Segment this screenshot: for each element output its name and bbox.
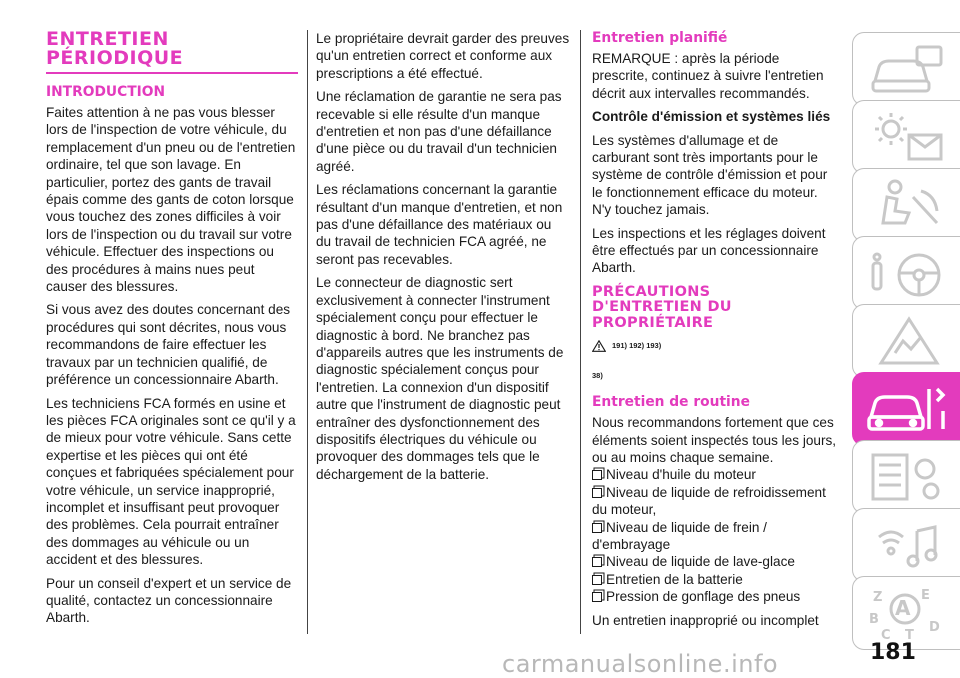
- paragraph: Un entretien inapproprié ou incomplet: [592, 612, 819, 628]
- index-letter: Z: [873, 590, 883, 605]
- index-letter: T: [905, 628, 914, 643]
- checklist-item-label: Niveau d'huile du moteur: [606, 467, 756, 483]
- paragraph: Le propriétaire devrait garder des preuves qu'un entretien correct et conforme aux prescriptions a été effectué.: [316, 31, 570, 81]
- inspection-checklist: [592, 466, 838, 605]
- section-title-line-1: ENTRETIEN: [46, 28, 169, 50]
- routine-maintenance-heading: Entretien de routine: [592, 394, 750, 411]
- checklist-item-label: Niveau de liquide de refroidissement du moteur,: [592, 484, 826, 518]
- column-divider: [580, 30, 581, 634]
- paragraph: Les techniciens FCA formés en usine et les pièces FCA originales sont ce qu'il y a de mieux pour votre véhicule. Sans cette expertise et les pièces qui ont été conçues et fabriquées spécialement pour votre véhicule, un service inapproprié, incomplet et insuffisant peut provoquer des problèmes. Cela pourrait entraîner des dommages au véhicule ou un accident et des blessures.: [46, 395, 296, 568]
- precautions-heading-line: D'ENTRETIEN DU: [592, 299, 732, 316]
- alphabetical-index-icon: [865, 585, 949, 643]
- checklist-item: [592, 519, 838, 554]
- page-number: 181: [870, 640, 916, 665]
- index-letter: B: [869, 612, 879, 627]
- tab-car-dashboard[interactable]: [852, 32, 960, 106]
- checklist-item-label: Niveau de liquide de frein / d'embrayage: [592, 519, 767, 553]
- warning-triangle-icon: [592, 340, 606, 352]
- checkbox-bullet-icon: [592, 592, 602, 602]
- planned-maintenance-heading: Entretien planifié: [592, 30, 728, 46]
- checklist-item-label: Pression de gonflage des pneus: [606, 589, 801, 605]
- checkbox-bullet-icon: [592, 557, 602, 567]
- precautions-heading-line: PRÉCAUTIONS: [592, 283, 711, 300]
- precautions-heading: [592, 285, 838, 332]
- paragraph: Si vous avez des doutes concernant des procédures qui sont décrites, nous vous recommandons de faire effectuer les travaux par un technicien qualifié, de préférence un concessionnaire Abarth.: [46, 302, 291, 388]
- warning-lights-icon: [865, 109, 949, 167]
- warning-reference-numbers: 191) 192) 193): [612, 341, 662, 351]
- checkbox-bullet-icon: [592, 575, 602, 585]
- checklist-item-label: Entretien de la batterie: [606, 571, 743, 587]
- checklist-item: [592, 484, 838, 519]
- chapter-tabs: [852, 32, 960, 643]
- warning-references: [592, 337, 838, 354]
- checkbox-bullet-icon: [592, 470, 602, 480]
- watermark: carmanualsonline.info: [502, 650, 779, 678]
- tab-maintenance[interactable]: [852, 372, 960, 446]
- checkbox-bullet-icon: [592, 523, 602, 533]
- multimedia-icon: [865, 517, 949, 575]
- note-reference: 38): [592, 370, 603, 380]
- paragraph: Une réclamation de garantie ne sera pas recevable si elle résulte d'un manque d'entretien et non pas d'une défaillance d'une pièce ou du travail d'un technicien agréé.: [316, 89, 562, 174]
- paragraph: Les systèmes d'allumage et de carburant sont très importants pour le système de contrôle d'émission et pour le fonctionnement efficace du moteur. N'y touchez jamais.: [592, 132, 828, 218]
- index-letter: C: [881, 628, 891, 643]
- column-3: [592, 30, 838, 635]
- specs-gears-icon: [865, 449, 949, 507]
- paragraph: REMARQUE : après la période prescrite, continuez à suivre l'entretien décrit aux intervalles recommandés.: [592, 51, 824, 101]
- checklist-item-label: Niveau de liquide de lave-glace: [606, 554, 795, 570]
- column-1: [46, 30, 298, 633]
- column-2: [316, 30, 570, 489]
- tab-technical-specs[interactable]: [852, 440, 960, 514]
- tab-emergency[interactable]: [852, 304, 960, 378]
- car-wrench-icon: [865, 381, 949, 439]
- column-divider: [307, 30, 308, 634]
- warning-triangle-icon: [865, 313, 949, 371]
- index-letter: D: [929, 620, 940, 635]
- paragraph: Faites attention à ne pas vous blesser lors de l'inspection de votre véhicule, du remplacement d'un pneu ou de l'entretien ordinaire, tel que son lavage. En particulier, portez des gants de travail épais comme des gants de coton lorsque vous touchez des zones difficiles à voir lors de l'inspection ou du travail sur votre véhicule. Effectuer des inspections ou des procédures à mains nues peut causer des blessures.: [46, 105, 296, 295]
- steering-wheel-icon: [865, 245, 949, 303]
- checkbox-bullet-icon: [592, 488, 602, 498]
- checklist-item: [592, 588, 838, 605]
- paragraph: Les réclamations concernant la garantie résultant d'un manque d'entretien, et non pas d'une défaillance des matériaux ou du travail de technicien FCA agréé, ne seront pas recevables.: [316, 182, 563, 267]
- index-letter: A: [895, 596, 911, 620]
- tab-index[interactable]: [852, 576, 960, 650]
- checklist-item: [592, 571, 838, 588]
- index-letter: E: [921, 588, 930, 603]
- paragraph: Le connecteur de diagnostic sert exclusivement à connecter l'instrument spécialement conçu pour effectuer le diagnostic à bord. Ne branchez pas d'appareils autres que les instruments de diagnostic spécialement conçus pour l'entretien. La connexion d'un dispositif autre que l'instrument de diagnostic peut entraîner des dysfonctionnement des dispositifs électriques du véhicule ou provoquer des dommages tels que le déchargement de la batterie.: [316, 275, 564, 482]
- tab-multimedia[interactable]: [852, 508, 960, 582]
- tab-steering-wheel[interactable]: [852, 236, 960, 310]
- paragraph: Nous recommandons fortement que ces éléments soient inspectés tous les jours, ou au moins chaque semaine.: [592, 415, 837, 465]
- section-title-line-2: PÉRIODIQUE: [46, 47, 184, 69]
- paragraph: Les inspections et les réglages doivent être effectués par un concessionnaire Abarth.: [592, 225, 826, 276]
- title-underline: [46, 72, 298, 74]
- seat-safety-icon: [865, 177, 949, 235]
- checklist-item: [592, 553, 838, 570]
- car-dashboard-icon: [865, 41, 949, 99]
- paragraph: Pour un conseil d'expert et un service de qualité, contactez un concessionnaire Abarth.: [46, 575, 292, 626]
- introduction-heading: INTRODUCTION: [46, 84, 166, 100]
- checklist-item: [592, 466, 838, 483]
- precautions-heading-line: PROPRIÉTAIRE: [592, 314, 714, 331]
- tab-warning-lights[interactable]: [852, 100, 960, 174]
- emission-control-heading: Contrôle d'émission et systèmes liés: [592, 109, 831, 125]
- tab-seat-safety[interactable]: [852, 168, 960, 242]
